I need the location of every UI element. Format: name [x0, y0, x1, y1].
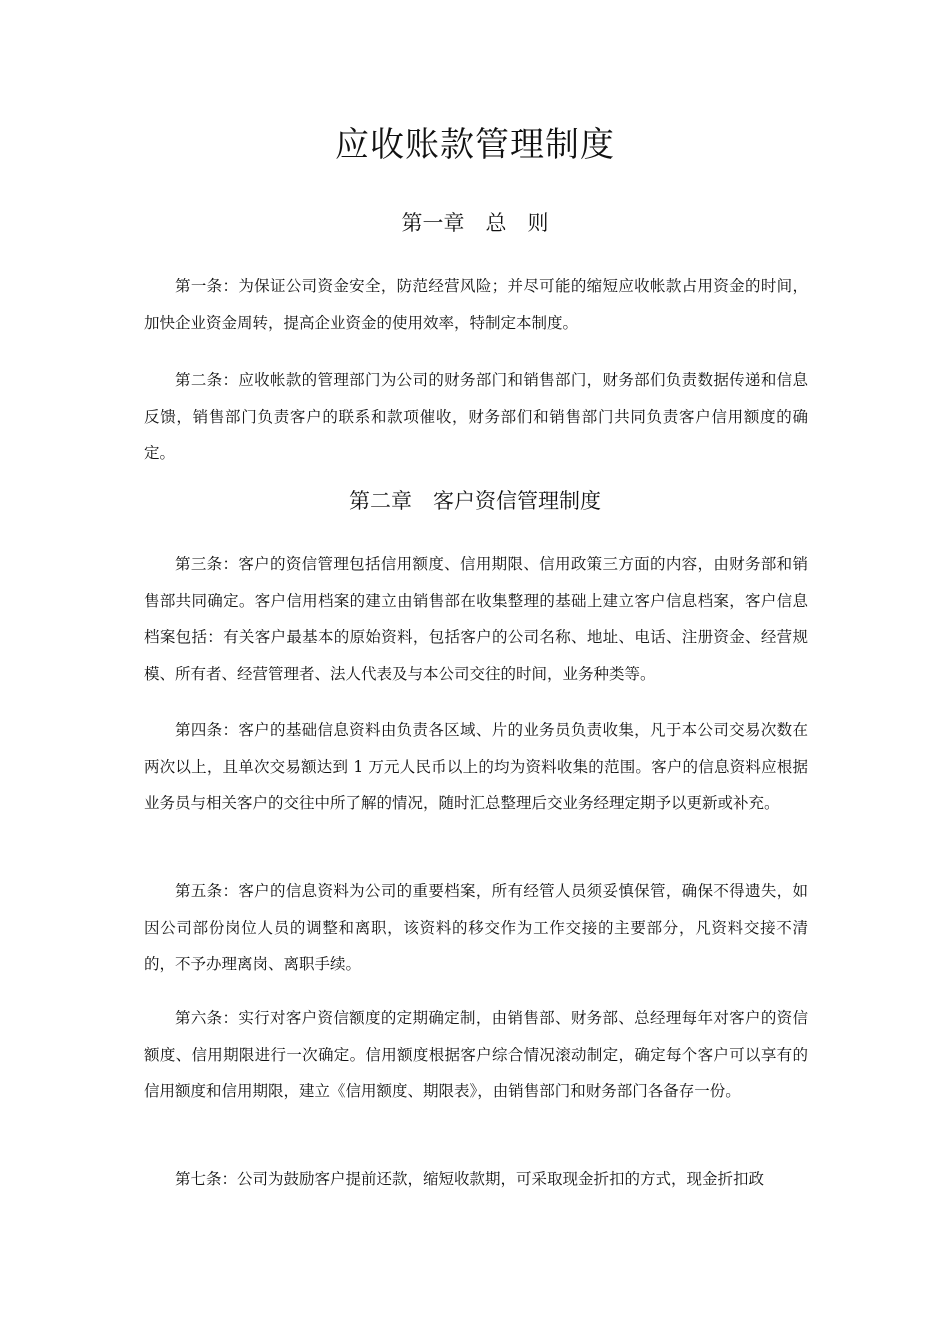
- article-1: 第一条：为保证公司资金安全，防范经营风险；并尽可能的缩短应收帐款占用资金的时间，加快企业资金周转，提高企业资金的使用效率，特制定本制度。: [144, 277, 808, 332]
- chapter-heading-2: 第二章 客户资信管理制度: [349, 489, 601, 513]
- article-2: 第二条：应收帐款的管理部门为公司的财务部门和销售部门，财务部们负责数据传递和信息反馈，销售部门负责客户的联系和款项催收，财务部们和销售部门共同负责客户信用额度的确定。: [144, 371, 808, 462]
- chapter-heading-1: 第一章 总 则: [401, 211, 549, 235]
- article-6: 第六条：实行对客户资信额度的定期确定制，由销售部、财务部、总经理每年对客户的资信额度、信用期限进行一次确定。信用额度根据客户综合情况滚动制定，确定每个客户可以享有的信用额度和信用期限，建立《信用额度、期限表》，由销售部门和财务部门各备存一份。: [144, 1009, 808, 1100]
- article-3: 第三条：客户的资信管理包括信用额度、信用期限、信用政策三方面的内容，由财务部和销售部共同确定。客户信用档案的建立由销售部在收集整理的基础上建立客户信息档案，客户信息档案包括：有关客户最基本的原始资料，包括客户的公司名称、地址、电话、注册资金、经营规模、所有者、经营管理者、法人代表及与本公司交往的时间，业务种类等。: [144, 555, 808, 683]
- article-7: 第七条：公司为鼓励客户提前还款，缩短收款期，可采取现金折扣的方式，现金折扣政: [175, 1170, 765, 1188]
- article-5: 第五条：客户的信息资料为公司的重要档案，所有经管人员须妥慎保管，确保不得遗失，如因公司部份岗位人员的调整和离职，该资料的移交作为工作交接的主要部分，凡资料交接不清的，不予办理离岗、离职手续。: [144, 882, 808, 973]
- article-4: 第四条：客户的基础信息资料由负责各区域、片的业务员负责收集，凡于本公司交易次数在两次以上，且单次交易额达到 1 万元人民币以上的均为资料收集的范围。客户的信息资料应根据业务员与相关客户的交往中所了解的情况，随时汇总整理后交业务经理定期予以更新或补充。: [144, 721, 808, 812]
- document-title: 应收账款管理制度: [335, 125, 615, 165]
